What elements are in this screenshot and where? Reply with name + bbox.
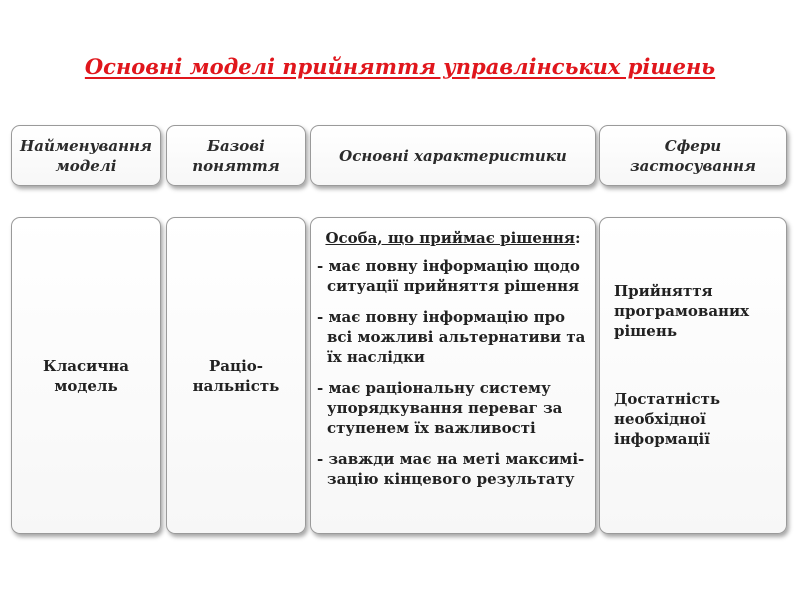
- characteristics-title-colon: :: [575, 229, 581, 247]
- list-item: - має повну інформацію про всі можливі альтернативи та їх наслідки: [317, 308, 586, 366]
- header-main-characteristics-label: Основні характеристики: [339, 146, 567, 165]
- cell-basic-concept: [166, 217, 306, 534]
- header-model-name-label: Найменування моделі: [20, 136, 152, 175]
- cell-model-name: [11, 217, 161, 534]
- sphere-item: Прийняття програмованих рішень: [614, 282, 750, 340]
- cell-application-spheres: [599, 217, 787, 534]
- characteristics-title: Особа, що приймає рішення: [325, 229, 575, 247]
- sphere-item: Достатність необхідної інформації: [614, 390, 721, 448]
- basic-concept-text: Раціо-нальність: [192, 356, 280, 395]
- cell-characteristics: [310, 217, 596, 534]
- header-application-spheres: [599, 125, 787, 186]
- model-name-text: Класична модель: [43, 356, 129, 395]
- characteristics-list: [317, 256, 589, 500]
- header-model-name: [11, 125, 161, 186]
- characteristics-heading: [317, 228, 589, 248]
- header-main-characteristics: [310, 125, 596, 186]
- list-item: - має повну інформацію щодо ситуації прийняття рішення: [317, 257, 580, 295]
- header-basic-concepts: [166, 125, 306, 186]
- list-item: - завжди має на меті максимі-зацію кінцевого результату: [317, 450, 585, 488]
- page-title: Основні моделі прийняття управлінських рішень: [84, 54, 716, 79]
- header-basic-concepts-label: Базові поняття: [192, 136, 280, 175]
- header-application-spheres-label: Сфери застосування: [630, 136, 756, 175]
- list-item: - має раціональну систему упорядкування переваг за ступенем їх важливості: [317, 379, 563, 437]
